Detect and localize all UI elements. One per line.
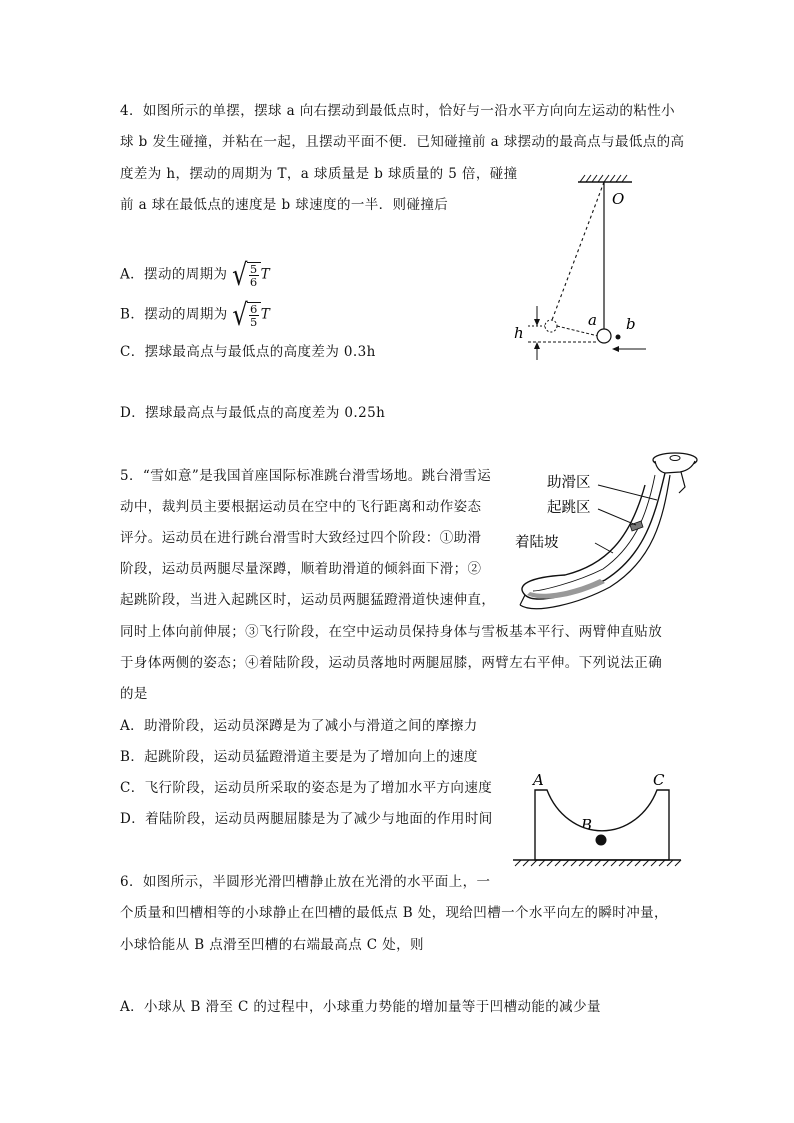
groove-body [535, 790, 669, 860]
q4-line-3: 度差为 h，摆动的周期为 T，a 球质量是 b 球质量的 5 倍，碰撞 [120, 166, 518, 182]
q6-line-1: 6．如图所示，半圆形光滑凹槽静止放在光滑的水平面上，一 [120, 874, 491, 890]
q4-option-a-numerator: 5 [249, 262, 258, 276]
q4-option-a-suffix: T [260, 266, 270, 283]
q4-option-b-suffix: T [260, 306, 271, 323]
q4-line-2: 球 b 发生碰撞，并粘在一起，且摆动平面不便．已知碰撞前 a 球摆动的最高点与最低点的高 [120, 134, 685, 150]
q5-line-5: 起跳阶段，当进入起跳区时，运动员两腿猛蹬滑道快速伸直， [120, 592, 496, 608]
groove-figure [505, 770, 685, 870]
q6-option-a: A．小球从 B 滑至 C 的过程中，小球重力势能的增加量等于凹槽动能的减少量 [120, 999, 601, 1015]
pendulum-figure [500, 170, 670, 360]
ski-jump-figure [505, 445, 705, 625]
q5-line-4: 阶段，运动员两腿尽量深蹲，顺着助滑道的倾斜面下滑；② [120, 561, 482, 577]
q5-line-8: 的是 [120, 686, 148, 702]
pendulum-ball-dashed [545, 320, 557, 332]
ski-label-takeoff: 起跳区 [547, 500, 591, 516]
q5-option-d: D．着陆阶段，运动员两腿屈膝是为了减少与地面的作用时间 [120, 811, 493, 827]
q6-line-2: 个质量和凹槽相等的小球静止在凹槽的最低点 B 处，现给凹槽一个水平向左的瞬时冲量， [120, 905, 668, 921]
q5-line-6: 同时上体向前伸展；③飞行阶段，在空中运动员保持身体与雪板基本平行、两臂伸直贴放 [120, 624, 663, 640]
q4-option-b-sqrt: √ $\frac{6}{5}$ [232, 302, 260, 328]
pendulum-label-a: a [588, 311, 597, 329]
q6-line-3: 小球恰能从 B 点滑至凹槽的右端最高点 C 处，则 [120, 937, 424, 953]
q4-option-b-denominator: 5 [250, 315, 258, 329]
q4-option-a [120, 257, 270, 293]
pendulum-ball-b [616, 335, 621, 340]
q5-option-b: B．起跳阶段，运动员猛蹬滑道主要是为了增加向上的速度 [120, 749, 478, 765]
q4-line-4: 前 a 球在最低点的速度是 b 球速度的一半．则碰撞后 [120, 197, 449, 213]
q5-option-c: C．飞行阶段，运动员所采取的姿态是为了增加水平方向速度 [120, 780, 493, 796]
q4-option-d: D．摆球最高点与最低点的高度差为 0.25h [120, 405, 386, 421]
groove-label-b: B [581, 816, 593, 834]
q5-line-1: 5．“雪如意”是我国首座国际标准跳台滑雪场地。跳台滑雪运 [120, 468, 492, 484]
q5-option-a: A．助滑阶段，运动员深蹲是为了减小与滑道之间的摩擦力 [120, 718, 478, 734]
q4-option-c: C．摆球最高点与最低点的高度差为 0.3h [120, 344, 376, 360]
q5-line-7: 于身体两侧的姿态；④着陆阶段，运动员落地时两腿屈膝，两臂左右平伸。下列说法正确 [120, 655, 663, 671]
q4-line-1: 4．如图所示的单摆，摆球 a 向右摆动到最低点时，恰好与一沿水平方向向左运动的粘性小 [120, 103, 676, 119]
q4-option-a-denominator: 6 [249, 275, 258, 289]
q4-option-b [120, 297, 271, 333]
q5-line-2: 动中，裁判员主要根据运动员在空中的飞行距离和动作姿态 [120, 499, 482, 515]
groove-label-a: A [533, 771, 544, 789]
q4-option-b-numerator: 6 [250, 302, 258, 316]
q4-option-b-prefix: B．摆动的周期为 [120, 306, 228, 323]
ski-label-landing: 着陆坡 [515, 535, 559, 551]
ski-label-approach: 助滑区 [547, 475, 591, 491]
q4-option-a-sqrt: √ $\frac{5}{6}$ [232, 262, 260, 288]
pendulum-label-h: h [514, 324, 524, 342]
pendulum-label-b: b [626, 315, 636, 333]
pendulum-string-dashed [552, 182, 604, 320]
pendulum-ball-a [597, 329, 611, 343]
q4-option-a-prefix: A．摆动的周期为 [120, 266, 228, 283]
groove-label-c: C [653, 771, 665, 789]
pendulum-label-o: O [612, 190, 625, 208]
groove-ball [596, 835, 607, 846]
q5-line-3: 评分。运动员在进行跳台滑雪时大致经过四个阶段：①助滑 [120, 530, 482, 546]
